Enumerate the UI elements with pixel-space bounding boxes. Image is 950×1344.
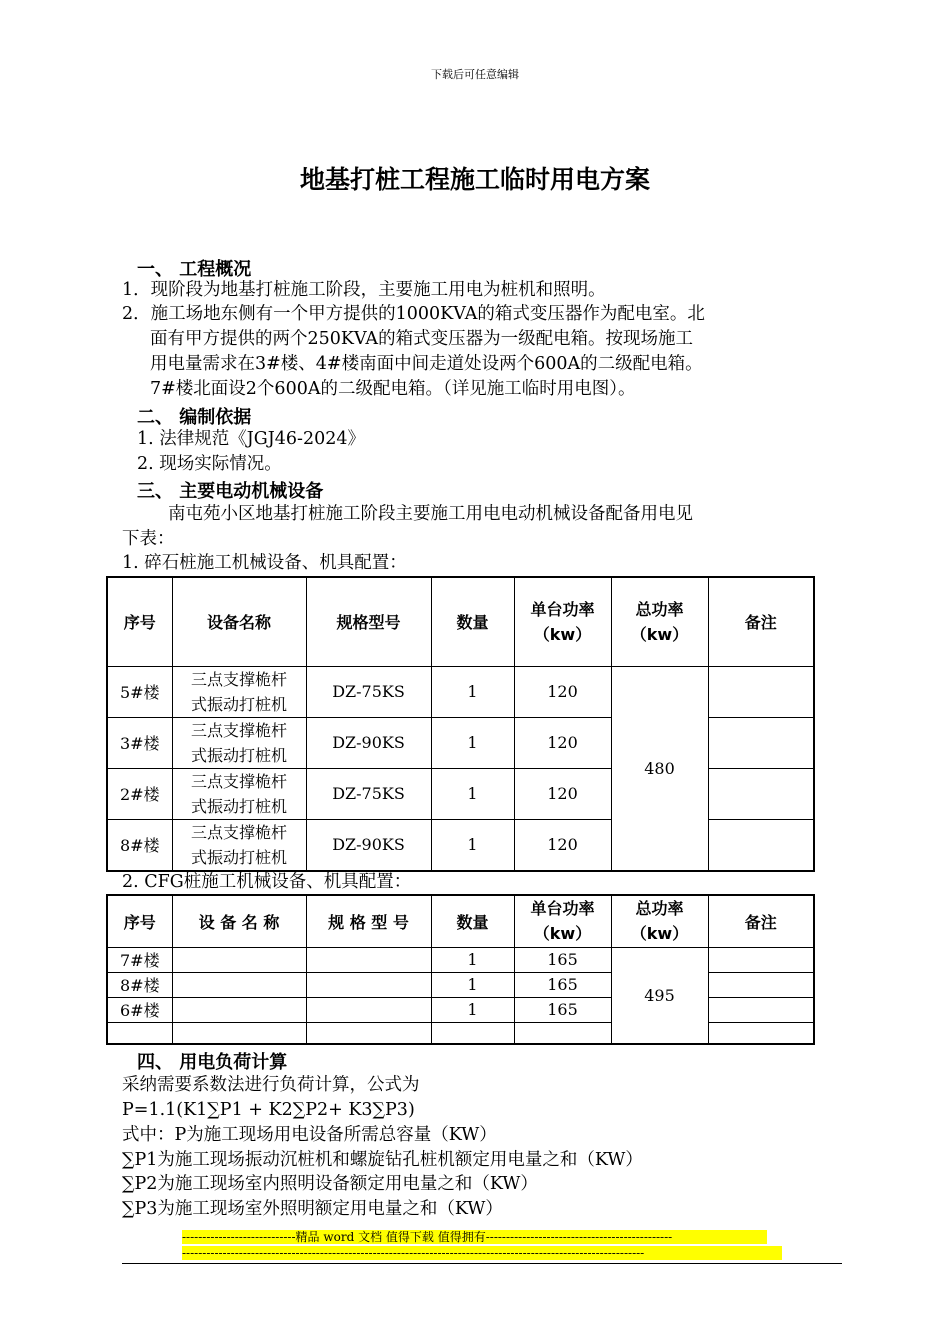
cell-remark bbox=[708, 666, 814, 717]
cell-qty: 1 bbox=[431, 768, 514, 819]
cell-name-line-1: 三点支撑桅杆 bbox=[190, 720, 287, 740]
cell-remark bbox=[708, 947, 814, 972]
overview-line-4: 用电量需求在3#楼、4#楼南面中间走道处设两个600A的二级配电箱。 bbox=[150, 354, 703, 374]
footer-watermark-line-1: ----------------------------精品 word 文档 值得下载 值得拥有---------------------------------------------- bbox=[182, 1230, 767, 1244]
cell-name-line-2: 式振动打桩机 bbox=[190, 796, 287, 816]
cell-name bbox=[172, 1022, 306, 1044]
cell-model bbox=[306, 1022, 431, 1044]
cell-no: 5#楼 bbox=[107, 666, 172, 717]
table-row bbox=[107, 819, 814, 871]
cell-no bbox=[107, 1022, 172, 1044]
overview-line-5: 7#楼北面设2个600A的二级配电箱。（详见施工临时用电图）。 bbox=[150, 379, 636, 399]
table-row bbox=[107, 768, 814, 819]
cell-no: 8#楼 bbox=[107, 819, 172, 871]
cell-remark bbox=[708, 768, 814, 819]
cell-no: 6#楼 bbox=[107, 997, 172, 1022]
cell-model: DZ-90KS bbox=[306, 717, 431, 768]
cell-model: DZ-75KS bbox=[306, 768, 431, 819]
cell-name-line-2: 式振动打桩机 bbox=[190, 745, 287, 765]
cell-name-line-2: 式振动打桩机 bbox=[190, 694, 287, 714]
overview-line-1: 1．现阶段为地基打桩施工阶段，主要施工用电为桩机和照明。 bbox=[122, 280, 606, 300]
load-line-5: ∑P2为施工现场室内照明设备额定用电量之和（KW） bbox=[122, 1174, 538, 1194]
cell-power: 120 bbox=[514, 717, 611, 768]
cell-remark bbox=[708, 717, 814, 768]
cell-qty: 1 bbox=[431, 717, 514, 768]
header-qty: 数量 bbox=[431, 895, 514, 947]
header-no: 序号 bbox=[107, 895, 172, 947]
table-row bbox=[107, 666, 814, 717]
header-model: 规 格 型 号 bbox=[306, 895, 431, 947]
header-qty: 数量 bbox=[431, 577, 514, 666]
cell-power: 120 bbox=[514, 819, 611, 871]
header-unit-power-label: 单台功率 bbox=[530, 599, 595, 619]
cell-model bbox=[306, 947, 431, 972]
footer-watermark-line-2: ------------------------------------------------------------------------------------------------------------------ bbox=[182, 1246, 782, 1260]
header-unit-power bbox=[514, 895, 611, 947]
cell-power: 165 bbox=[514, 997, 611, 1022]
section-heading-basis: 二、 编制依据 bbox=[137, 407, 252, 428]
cell-no: 8#楼 bbox=[107, 972, 172, 997]
cell-power: 165 bbox=[514, 972, 611, 997]
cell-remark bbox=[708, 997, 814, 1022]
table2-caption: 2. CFG桩施工机械设备、机具配置： bbox=[122, 872, 412, 892]
cell-power: 120 bbox=[514, 666, 611, 717]
cell-remark bbox=[708, 819, 814, 871]
cell-model: DZ-75KS bbox=[306, 666, 431, 717]
footer-divider bbox=[122, 1263, 842, 1264]
cell-name-line-1: 三点支撑桅杆 bbox=[190, 822, 287, 842]
header-total-power-unit: （kw） bbox=[630, 624, 689, 644]
cell-remark bbox=[708, 972, 814, 997]
header-total-power-label: 总功率 bbox=[635, 899, 684, 919]
cell-power: 165 bbox=[514, 947, 611, 972]
section-heading-equipment: 三、 主要电动机械设备 bbox=[137, 481, 324, 502]
load-line-3: 式中：P为施工现场用电设备所需总容量（KW） bbox=[122, 1125, 497, 1145]
load-formula: P=1.1(K1∑P1 + K2∑P2+ K3∑P3) bbox=[122, 1100, 415, 1120]
header-unit-power-label: 单台功率 bbox=[530, 899, 595, 919]
overview-line-2: 2．施工场地东侧有一个甲方提供的1000KVA的箱式变压器作为配电室。北 bbox=[122, 304, 705, 324]
cell-name-line-2: 式振动打桩机 bbox=[190, 847, 287, 867]
cell-name bbox=[172, 819, 306, 871]
table1-caption: 1. 碎石桩施工机械设备、机具配置： bbox=[122, 553, 407, 573]
header-unit-power-unit: （kw） bbox=[533, 624, 592, 644]
table-header-row bbox=[107, 895, 814, 947]
section-heading-load: 四、 用电负荷计算 bbox=[137, 1052, 288, 1073]
cell-no: 3#楼 bbox=[107, 717, 172, 768]
cell-total-power: 495 bbox=[611, 947, 708, 1044]
table-row bbox=[107, 717, 814, 768]
cell-qty: 1 bbox=[431, 819, 514, 871]
equipment-intro-line-1: 南屯苑小区地基打桩施工阶段主要施工用电电动机械设备配备用电见 bbox=[168, 504, 693, 524]
cell-model bbox=[306, 972, 431, 997]
load-line-6: ∑P3为施工现场室外照明额定用电量之和（KW） bbox=[122, 1199, 503, 1219]
load-line-4: ∑P1为施工现场振动沉桩机和螺旋钻孔桩机额定用电量之和（KW） bbox=[122, 1150, 643, 1170]
basis-line-1: 1. 法律规范《JGJ46-2024》 bbox=[137, 429, 365, 449]
header-no: 序号 bbox=[107, 577, 172, 666]
document-title: 地基打桩工程施工临时用电方案 bbox=[299, 165, 650, 194]
cell-qty: 1 bbox=[431, 947, 514, 972]
cell-power bbox=[514, 1022, 611, 1044]
cell-name bbox=[172, 997, 306, 1022]
header-total-power-unit: （kw） bbox=[630, 924, 689, 944]
header-model: 规格型号 bbox=[306, 577, 431, 666]
cell-name bbox=[172, 666, 306, 717]
cell-power: 120 bbox=[514, 768, 611, 819]
header-remark: 备注 bbox=[708, 577, 814, 666]
table-row bbox=[107, 1022, 814, 1044]
table-cfg-pile-equipment bbox=[106, 894, 815, 1045]
overview-line-3: 面有甲方提供的两个250KVA的箱式变压器为一级配电箱。按现场施工 bbox=[150, 329, 694, 349]
cell-qty bbox=[431, 1022, 514, 1044]
header-unit-power-unit: （kw） bbox=[533, 924, 592, 944]
cell-model: DZ-90KS bbox=[306, 819, 431, 871]
header-total-power bbox=[611, 577, 708, 666]
table-gravel-pile-equipment bbox=[106, 576, 815, 872]
cell-model bbox=[306, 997, 431, 1022]
page-header: 下载后可任意编辑 bbox=[431, 68, 519, 81]
cell-no: 2#楼 bbox=[107, 768, 172, 819]
section-heading-overview: 一、 工程概况 bbox=[137, 259, 252, 280]
header-total-power-label: 总功率 bbox=[635, 599, 684, 619]
header-unit-power bbox=[514, 577, 611, 666]
cell-name-line-1: 三点支撑桅杆 bbox=[190, 669, 287, 689]
cell-name bbox=[172, 972, 306, 997]
cell-name bbox=[172, 768, 306, 819]
cell-name bbox=[172, 947, 306, 972]
table-row bbox=[107, 972, 814, 997]
basis-line-2: 2. 现场实际情况。 bbox=[137, 454, 282, 474]
load-line-1: 采纳需要系数法进行负荷计算，公式为 bbox=[122, 1075, 420, 1095]
cell-qty: 1 bbox=[431, 972, 514, 997]
header-name: 设备名称 bbox=[172, 577, 306, 666]
cell-qty: 1 bbox=[431, 997, 514, 1022]
cell-remark bbox=[708, 1022, 814, 1044]
cell-total-power: 480 bbox=[611, 666, 708, 871]
equipment-intro-line-2: 下表： bbox=[122, 529, 175, 549]
cell-qty: 1 bbox=[431, 666, 514, 717]
header-name: 设 备 名 称 bbox=[172, 895, 306, 947]
cell-name bbox=[172, 717, 306, 768]
header-remark: 备注 bbox=[708, 895, 814, 947]
cell-name-line-1: 三点支撑桅杆 bbox=[190, 771, 287, 791]
cell-no: 7#楼 bbox=[107, 947, 172, 972]
table-row bbox=[107, 947, 814, 972]
table-row bbox=[107, 997, 814, 1022]
header-total-power bbox=[611, 895, 708, 947]
table-header-row bbox=[107, 577, 814, 666]
